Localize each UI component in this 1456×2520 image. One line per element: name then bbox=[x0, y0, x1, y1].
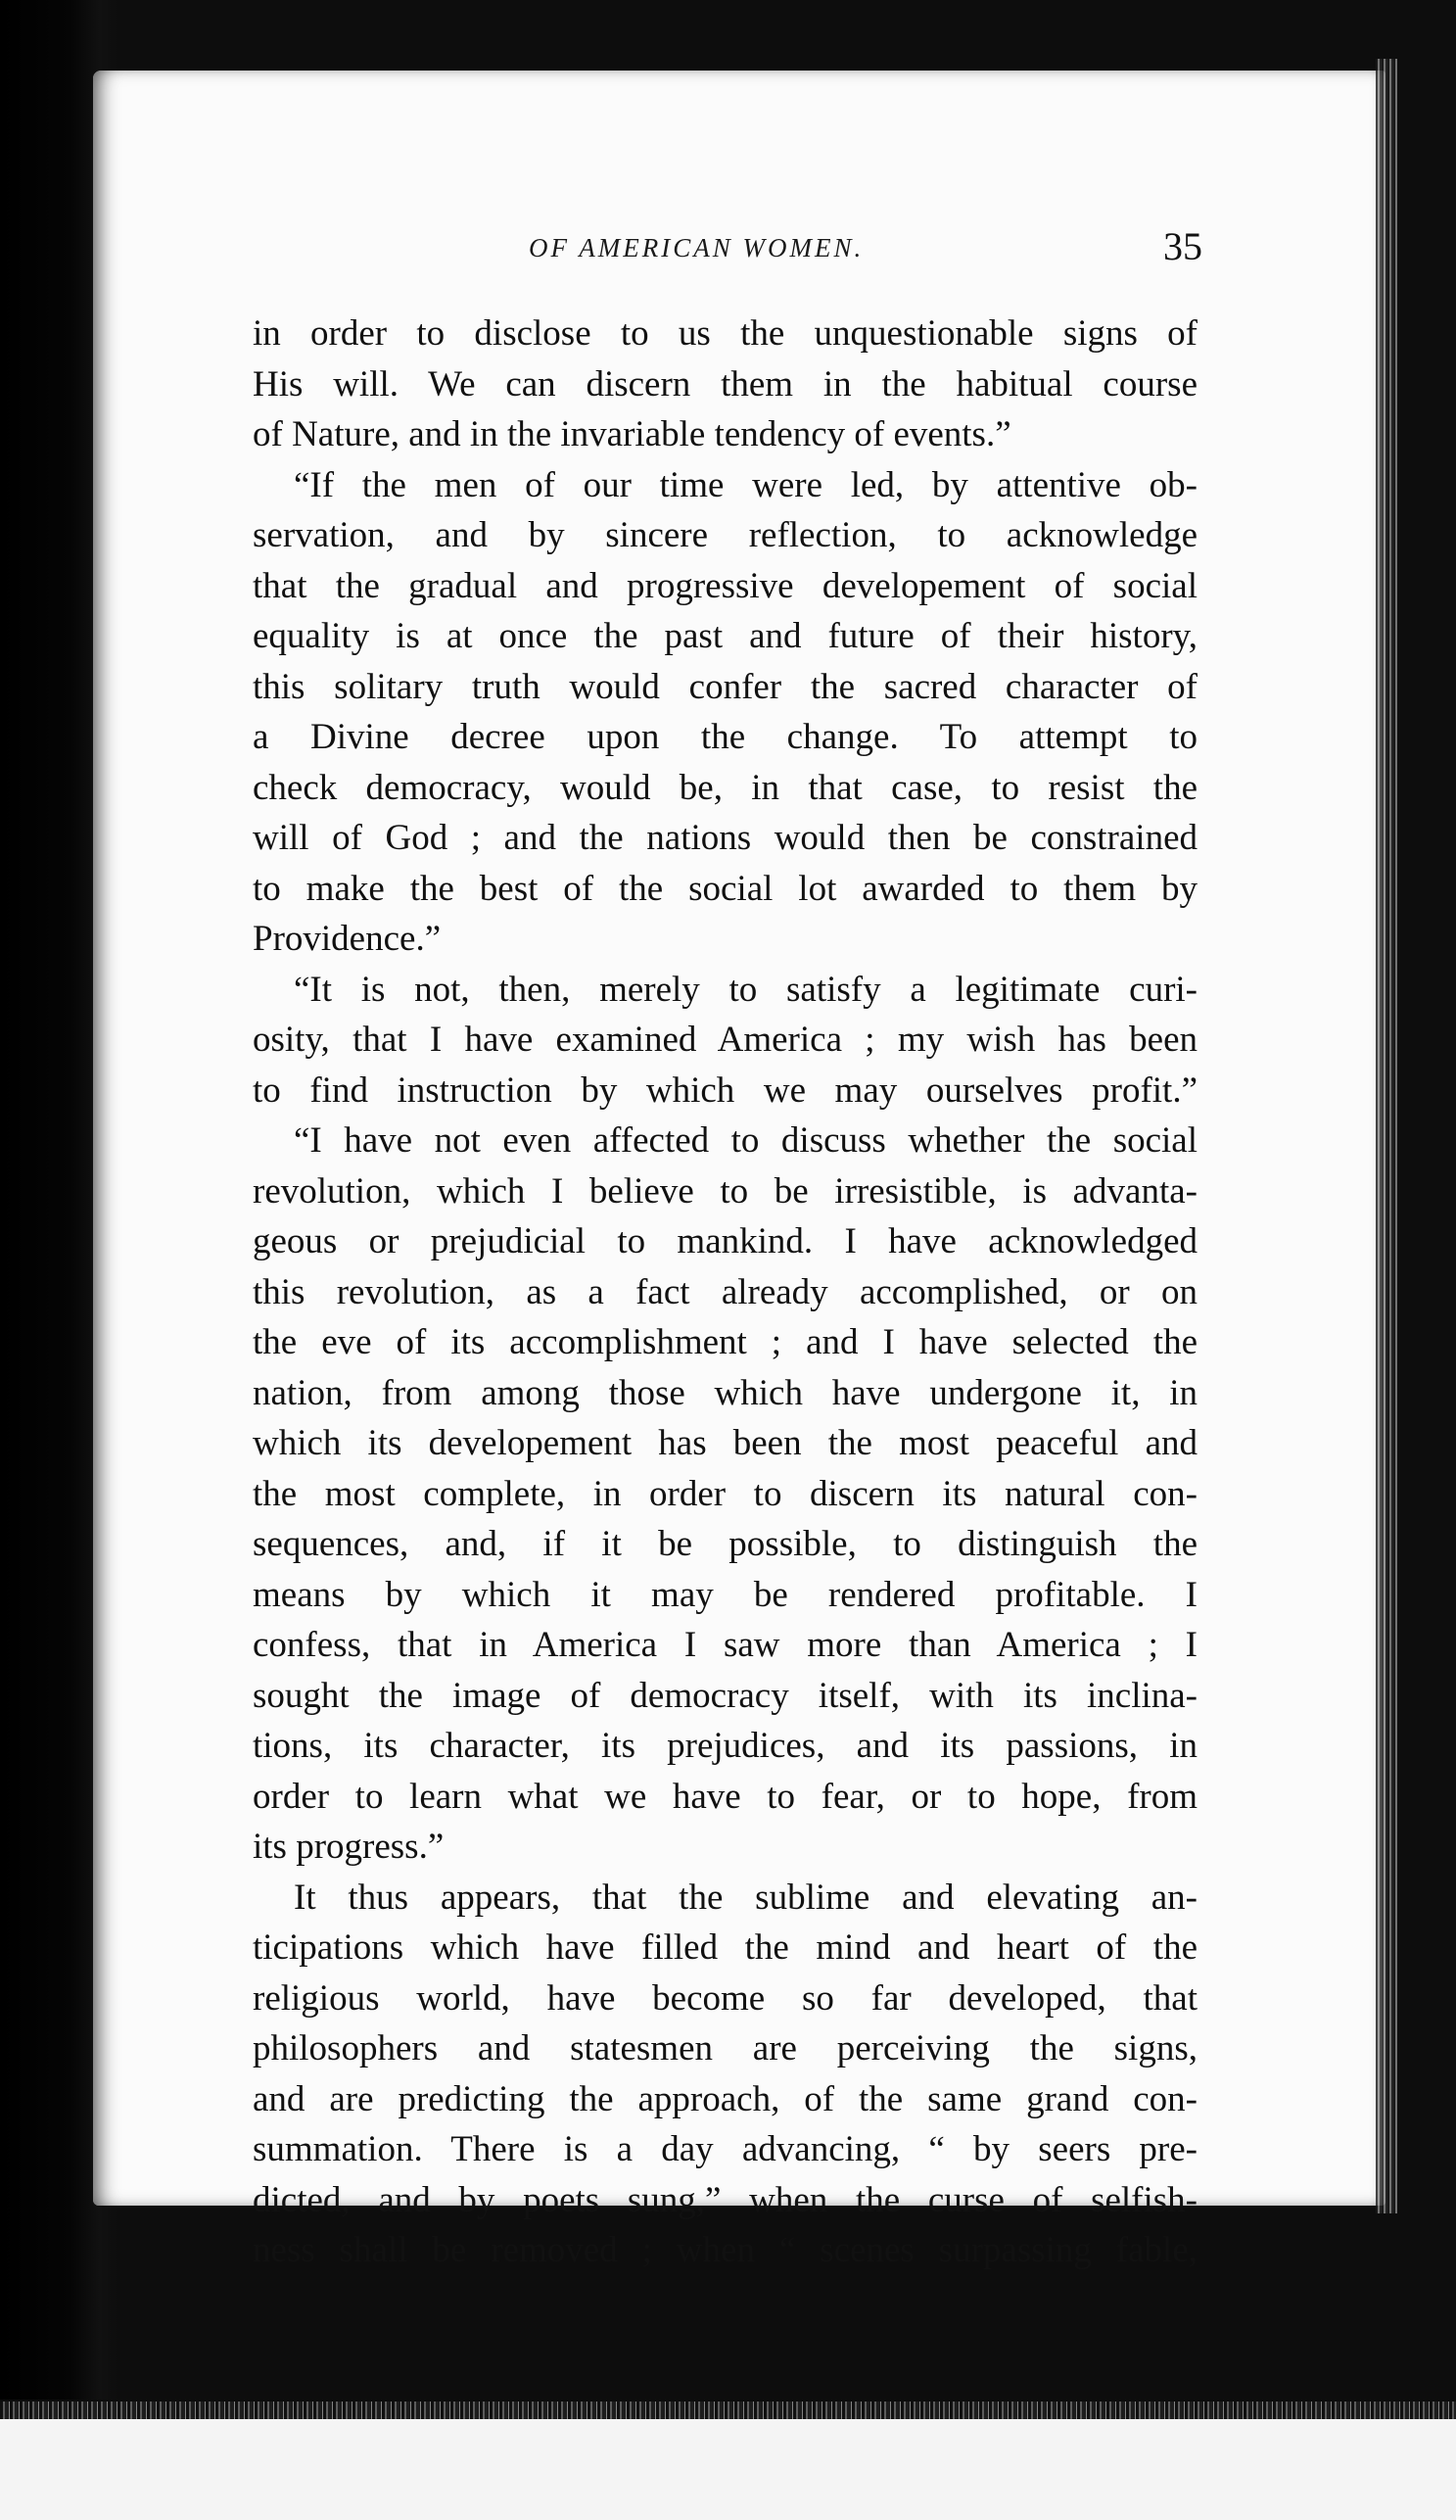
text-line: means by which it may be rendered profitable. I bbox=[253, 1574, 1198, 1615]
text-line: geous or prejudicial to mankind. I have acknowledged bbox=[253, 1221, 1198, 1261]
scan-bottom-strip bbox=[0, 2419, 1456, 2520]
text-line: tions, its character, its prejudices, and its passions, in bbox=[253, 1726, 1198, 1766]
text-line: dicted, and by poets sung,” when the curse of selfish- bbox=[253, 2179, 1198, 2220]
text-line: in order to disclose to us the unquestionable signs of bbox=[253, 313, 1198, 354]
text-line: a Divine decree upon the change. To attempt to bbox=[253, 717, 1198, 757]
text-line: sequences, and, if it be possible, to distinguish the bbox=[253, 1524, 1198, 1564]
text-line: His will. We can discern them in the habitual course bbox=[253, 363, 1198, 404]
text-line: Providence.” bbox=[253, 919, 442, 959]
text-line: servation, and by sincere reflection, to acknowledge bbox=[253, 515, 1198, 555]
text-line: osity, that I have examined America ; my wish has been bbox=[253, 1020, 1198, 1060]
page-edge bbox=[1376, 59, 1397, 2213]
text-line: the most complete, in order to discern its natural con- bbox=[253, 1473, 1198, 1514]
text-line: revolution, which I believe to be irresistible, is advanta- bbox=[253, 1170, 1198, 1212]
text-line: its progress.” bbox=[253, 1827, 445, 1867]
text-line: confess, that in America I saw more than America ; I bbox=[253, 1625, 1198, 1665]
text-line: ticipations which have filled the mind and heart of the bbox=[253, 1927, 1198, 1968]
text-line: order to learn what we have to fear, or to hope, from bbox=[253, 1776, 1198, 1817]
text-line: ness shall be removed ; when “ scenes surpassing fable, bbox=[253, 2230, 1198, 2270]
running-head: OF AMERICAN WOMEN. bbox=[529, 233, 865, 262]
text-line: summation. There is a day advancing, “ by seers pre- bbox=[253, 2129, 1198, 2169]
text-line: “If the men of our time were led, by attentive ob- bbox=[294, 464, 1198, 505]
text-line: nation, from among those which have undergone it, in bbox=[253, 1372, 1198, 1413]
text-line: will of God ; and the nations would then be constrained bbox=[253, 818, 1198, 858]
page-number: 35 bbox=[1163, 224, 1202, 268]
text-line: the eve of its accomplishment ; and I have selected the bbox=[253, 1322, 1198, 1362]
text-line: to make the best of the social lot awarded to them by bbox=[253, 868, 1198, 909]
text-line: this revolution, as a fact already accomplished, or on bbox=[253, 1271, 1198, 1312]
text-line: religious world, have become so far developed, that bbox=[253, 1977, 1198, 2019]
text-line: equality is at once the past and future of their history, bbox=[253, 616, 1198, 656]
text-line: “It is not, then, merely to satisfy a legitimate curi- bbox=[294, 969, 1198, 1010]
text-line: this solitary truth would confer the sacred character of bbox=[253, 666, 1198, 707]
text-line: of Nature, and in the invariable tendency of events.” bbox=[253, 414, 1011, 454]
text-line: It thus appears, that the sublime and elevating an- bbox=[294, 1877, 1198, 1918]
text-line: sought the image of democracy itself, with its inclina- bbox=[253, 1675, 1198, 1716]
text-line: and are predicting the approach, of the same grand con- bbox=[253, 2078, 1198, 2119]
text-line: philosophers and statesmen are perceiving the signs, bbox=[253, 2028, 1198, 2068]
text-line: “I have not even affected to discuss whether the social bbox=[294, 1120, 1198, 1161]
text-line: to find instruction by which we may ourselves profit.” bbox=[253, 1070, 1198, 1111]
text-line: check democracy, would be, in that case, to resist the bbox=[253, 767, 1198, 808]
text-line: that the gradual and progressive developement of social bbox=[253, 565, 1198, 606]
text-line: which its developement has been the most peaceful and bbox=[253, 1423, 1198, 1463]
body-text bbox=[253, 309, 1198, 2276]
